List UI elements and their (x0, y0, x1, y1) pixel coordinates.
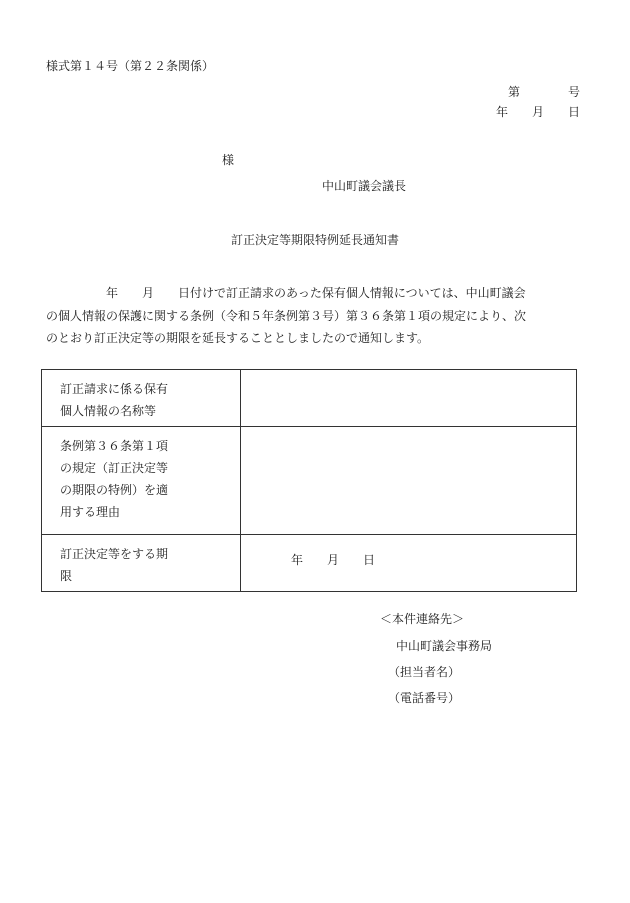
body-text: 年 月 日付けで訂正請求のあった保有個人情報については、中山町議会 の個人情報の保護に関する条例（令和５年条例第３号）第３６条第１項の規定により、次 のとおり訂正決定等の期限を延長することとしましたので通知します。 (46, 286, 527, 345)
decision-deadline-cell (241, 535, 577, 592)
document-title: 訂正決定等期限特例延長通知書 (230, 233, 399, 247)
addressee: 様 (222, 153, 235, 167)
contact-office: 中山町議会事務局 (396, 639, 493, 653)
table-row (42, 370, 577, 427)
personal-info-name-value (241, 370, 577, 427)
extension-reason-value (241, 427, 577, 535)
contact-person: （担当者名） (388, 665, 461, 679)
decision-deadline-date: 年 月 日 (291, 553, 376, 567)
sender: 中山町議会議長 (322, 179, 407, 193)
table-row (42, 535, 577, 592)
info-table (41, 369, 577, 592)
table-row (42, 427, 577, 535)
document-number: 第 号 (507, 85, 580, 99)
personal-info-name-label: 訂正請求に係る保有 個人情報の名称等 (42, 370, 241, 427)
document-date: 年 月 日 (495, 105, 580, 119)
decision-deadline-label: 訂正決定等をする期 限 (42, 535, 241, 592)
extension-reason-label: 条例第３６条第１項 の規定（訂正決定等 の期限の特例）を適 用する理由 (42, 427, 241, 535)
form-number-label: 様式第１４号（第２２条関係） (46, 59, 215, 73)
contact-heading: ＜本件連絡先＞ (380, 612, 465, 626)
contact-phone: （電話番号） (388, 691, 461, 705)
